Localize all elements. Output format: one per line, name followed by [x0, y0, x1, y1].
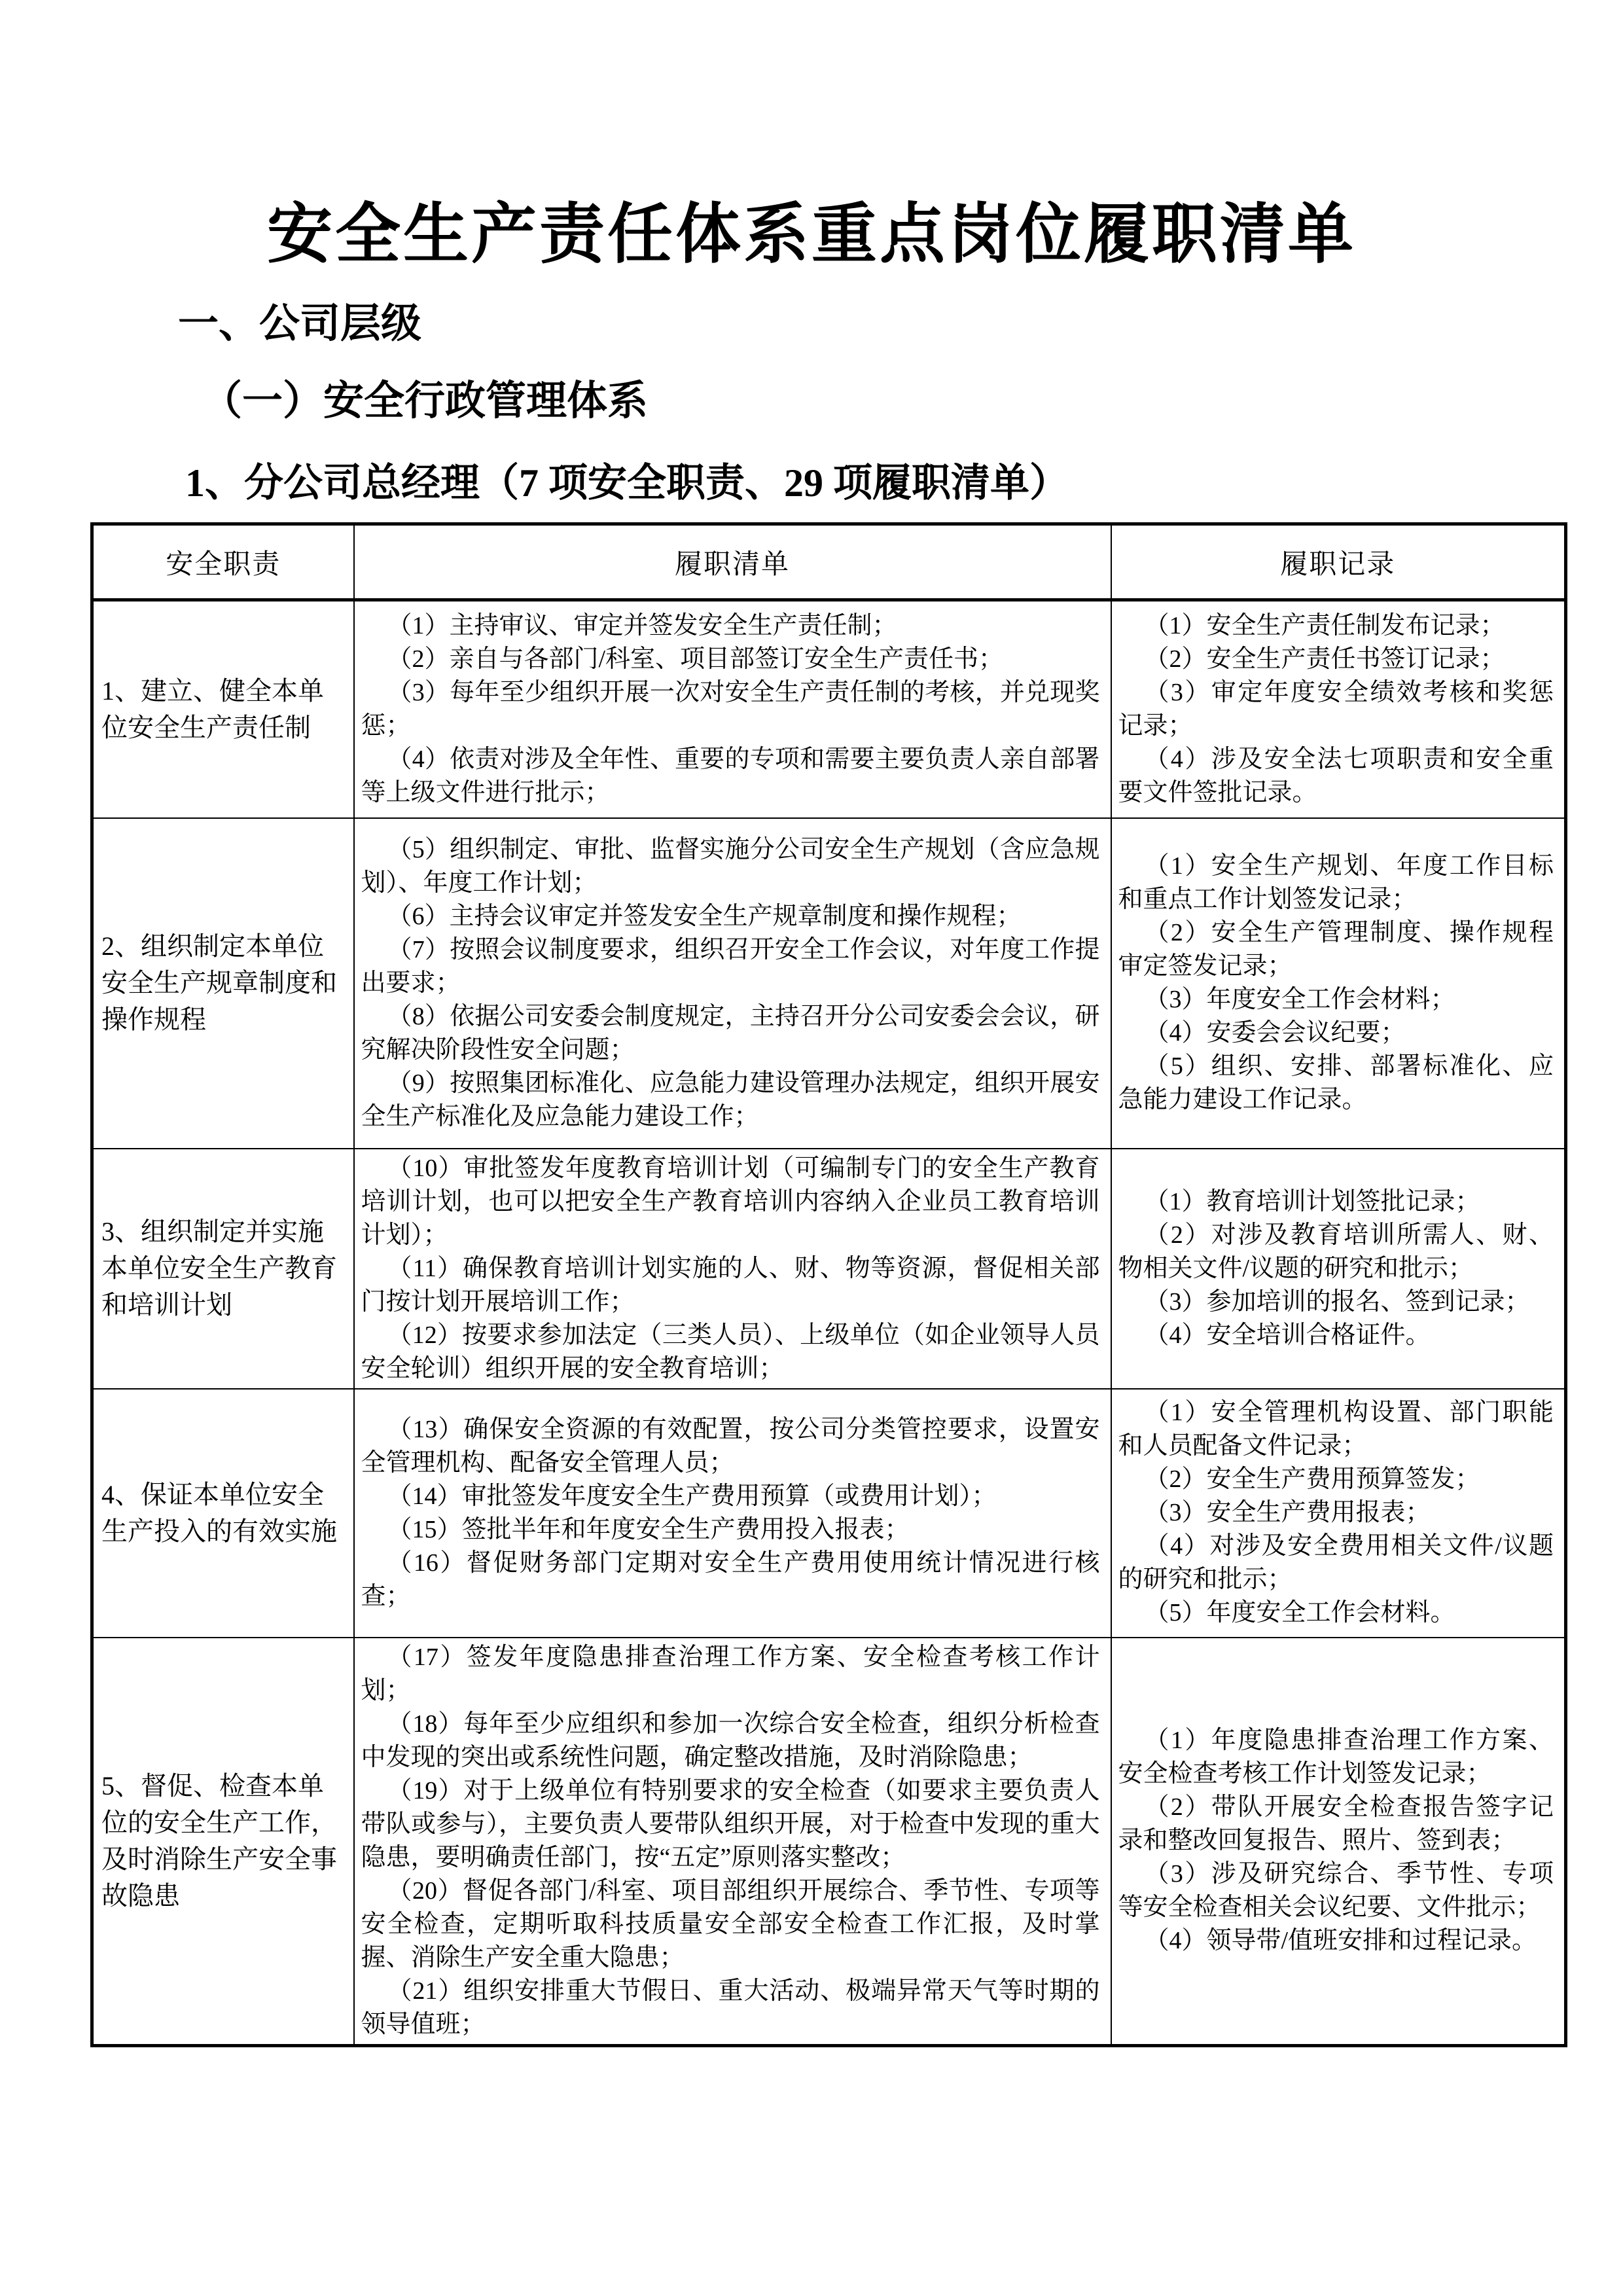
list-item: （2）对涉及教育培训所需人、财、物相关文件/议题的研究和批示； [1118, 1221, 1554, 1282]
table-header-row [92, 524, 1566, 600]
list-item: （1）主持审议、审定并签发安全生产责任制； [387, 611, 897, 639]
duty-checklist-cell [354, 1149, 1111, 1389]
list-item: （13）确保安全资源的有效配置，按公司分类管控要求，设置安全管理机构、配备安全管理人员； [361, 1415, 1100, 1477]
table-row [92, 818, 1566, 1149]
list-item: （4）安全培训合格证件。 [1144, 1321, 1431, 1349]
list-item: （7）按照会议制度要求，组织召开安全工作会议，对年度工作提出要求； [361, 935, 1100, 997]
duty-records-cell [1111, 600, 1566, 818]
list-item: （5）组织制定、审批、监督实施分公司安全生产规划（含应急规划）、年度工作计划； [361, 835, 1100, 897]
list-item: （16）督促财务部门定期对安全生产费用使用统计情况进行核查； [361, 1549, 1100, 1610]
list-item: （10）审批签发年度教育培训计划（可编制专门的安全生产教育培训计划，也可以把安全生产教育培训内容纳入企业员工教育培训计划）； [361, 1154, 1100, 1249]
list-item: （4）对涉及安全费用相关文件/议题的研究和批示； [1118, 1532, 1554, 1593]
safety-duty-cell [92, 1389, 354, 1638]
duty-records-cell [1111, 1638, 1566, 2046]
list-item: （3）年度安全工作会材料； [1144, 986, 1455, 1013]
list-item: （12）按要求参加法定（三类人员）、上级单位（如企业领导人员安全轮训）组织开展的安全教育培训； [361, 1321, 1100, 1382]
duty-checklist-table [90, 522, 1567, 2047]
safety-duty-cell [92, 1149, 354, 1389]
duty-checklist-cell [354, 600, 1111, 818]
list-item: （5）年度安全工作会材料。 [1144, 1599, 1455, 1626]
list-item: （3）每年至少组织开展一次对安全生产责任制的考核，并兑现奖惩； [361, 678, 1100, 740]
list-item: （9）按照集团标准化、应急能力建设管理办法规定，组织开展安全生产标准化及应急能力建设工作； [361, 1069, 1100, 1130]
list-item: （6）主持会议审定并签发安全生产规章制度和操作规程； [387, 902, 1022, 930]
list-item: （2）安全生产费用预算签发； [1144, 1465, 1480, 1493]
column-header-duty-checklist: 履职清单 [354, 524, 1111, 600]
page-title: 安全生产责任体系重点岗位履职清单 [267, 198, 1356, 271]
list-item: 4、保证本单位安全生产投入的有效实施 [101, 1479, 337, 1546]
list-item: （19）对于上级单位有特别要求的安全检查（如要求主要负责人带队或参与），主要负责人要带队组织开展，对于检查中发现的重大隐患，要明确责任部门，按“五定”原则落实整改； [361, 1776, 1100, 1871]
list-item: （1）教育培训计划签批记录； [1144, 1187, 1480, 1215]
list-item: （4）涉及安全法七项职责和安全重要文件签批记录。 [1118, 745, 1554, 806]
table-body [92, 600, 1566, 2046]
list-item: 1、建立、健全本单位安全生产责任制 [101, 675, 324, 742]
subsection-heading-safety-admin-system: （一）安全行政管理体系 [202, 378, 649, 423]
list-item: （1）安全管理机构设置、部门职能和人员配备文件记录； [1118, 1399, 1554, 1460]
column-header-duty-records: 履职记录 [1111, 524, 1566, 600]
list-item: （3）审定年度安全绩效考核和奖惩记录； [1118, 678, 1554, 740]
list-item: （11）确保教育培训计划实施的人、财、物等资源，督促相关部门按计划开展培训工作； [361, 1254, 1100, 1316]
list-item: 3、组织制定并实施本单位安全生产教育和培训计划 [101, 1217, 337, 1319]
list-item: （1）年度隐患排查治理工作方案、安全检查考核工作计划签发记录； [1118, 1727, 1554, 1787]
list-item: （4）依责对涉及全年性、重要的专项和需要主要负责人亲自部署等上级文件进行批示； [361, 745, 1100, 806]
column-header-safety-duty: 安全职责 [92, 524, 354, 600]
table-row [92, 1389, 1566, 1638]
list-item: （15）签批半年和年度安全生产费用投入报表； [387, 1515, 910, 1543]
duty-checklist-cell [354, 818, 1111, 1149]
table-row [92, 600, 1566, 818]
list-item: （8）依据公司安委会制度规定，主持召开分公司安委会会议，研究解决阶段性安全问题； [361, 1002, 1100, 1064]
list-item: （14）审批签发年度安全生产费用预算（或费用计划）； [387, 1482, 997, 1510]
section-heading-company-level: 一、公司层级 [178, 301, 422, 346]
list-item: （4）安委会会议纪要； [1144, 1019, 1406, 1047]
duty-checklist-cell [354, 1389, 1111, 1638]
list-item: （20）督促各部门/科室、项目部组织开展综合、季节性、专项等安全检查，定期听取科技质量安全部安全检查工作汇报，及时掌握、消除生产安全重大隐患； [361, 1876, 1100, 1971]
list-item: （18）每年至少应组织和参加一次综合安全检查，组织分析检查中发现的突出或系统性问题，确定整改措施，及时消除隐患； [361, 1710, 1100, 1771]
list-item: （21）组织安排重大节假日、重大活动、极端异常天气等时期的领导值班； [361, 1977, 1100, 2038]
item-heading-branch-general-manager: 1、分公司总经理（7 项安全职责、29 项履职清单） [185, 461, 1069, 505]
safety-duty-cell [92, 600, 354, 818]
list-item: （1）安全生产规划、年度工作目标和重点工作计划签发记录； [1118, 852, 1554, 913]
list-item: （3）安全生产费用报表； [1144, 1499, 1431, 1526]
list-item: （5）组织、安排、部署标准化、应急能力建设工作记录。 [1118, 1052, 1554, 1113]
list-item: 5、督促、检查本单位的安全生产工作，及时消除生产安全事故隐患 [101, 1770, 337, 1910]
list-item: （3）参加培训的报名、签到记录； [1144, 1287, 1530, 1316]
duty-records-cell [1111, 818, 1566, 1149]
duty-checklist-cell [354, 1638, 1111, 2046]
list-item: 2、组织制定本单位安全生产规章制度和操作规程 [101, 931, 337, 1034]
list-item: （2）带队开展安全检查报告签字记录和整改回复报告、照片、签到表； [1118, 1793, 1554, 1854]
table-row [92, 1638, 1566, 2046]
list-item: （2）安全生产管理制度、操作规程审定签发记录； [1118, 919, 1554, 980]
list-item: （17）签发年度隐患排查治理工作方案、安全检查考核工作计划； [361, 1643, 1100, 1704]
duty-records-cell [1111, 1149, 1566, 1389]
safety-duty-cell [92, 818, 354, 1149]
table-row [92, 1149, 1566, 1389]
safety-duty-cell [92, 1638, 354, 2046]
duty-records-cell [1111, 1389, 1566, 1638]
list-item: （2）安全生产责任书签订记录； [1144, 645, 1505, 673]
list-item: （2）亲自与各部门/科室、项目部签订安全生产责任书； [387, 645, 1004, 673]
list-item: （1）安全生产责任制发布记录； [1144, 611, 1505, 639]
list-item: （3）涉及研究综合、季节性、专项等安全检查相关会议纪要、文件批示； [1118, 1860, 1554, 1921]
table-header [92, 524, 1566, 600]
list-item: （4）领导带/值班安排和过程记录。 [1144, 1927, 1537, 1954]
